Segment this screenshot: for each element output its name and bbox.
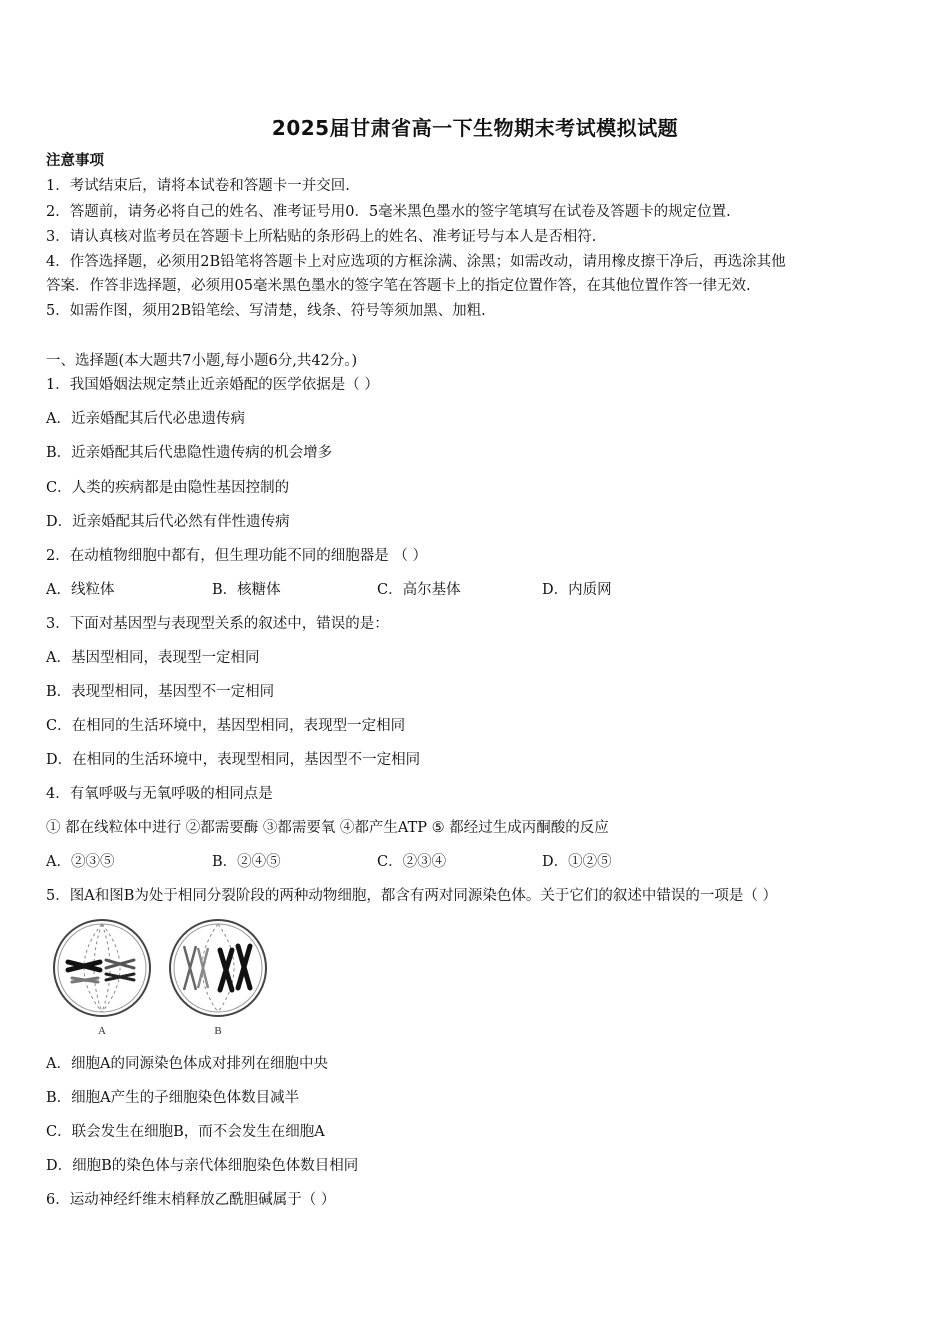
q3-option-b: B．表现型相同，基因型不一定相同 <box>46 684 275 700</box>
cell-division-figure <box>46 916 274 1038</box>
q4-option-d: D．①②⑤ <box>542 854 612 870</box>
notice-item-4: 4．作答选择题，必须用2B铅笔将答题卡上对应选项的方框涂满、涂黑；如需改动，请用橡皮擦干净后，再选涂其他 <box>46 254 786 270</box>
q6-stem: 6．运动神经纤维末梢释放乙酰胆碱属于（ ） <box>46 1192 336 1208</box>
q5-stem: 5．图A和图B为处于相同分裂阶段的两种动物细胞，都含有两对同源染色体。关于它们的叙述中错误的一项是（ ） <box>46 888 777 904</box>
page-title: 2025届甘肃省高一下生物期末考试模拟试题 <box>271 116 679 140</box>
q3-option-c: C．在相同的生活环境中，基因型相同，表现型一定相同 <box>46 718 406 734</box>
q3-stem: 3．下面对基因型与表现型关系的叙述中，错误的是： <box>46 616 389 632</box>
q4-option-b: B．②④⑤ <box>212 854 281 870</box>
q4-statements: ① 都在线粒体中进行 ②都需要酶 ③都需要氧 ④都产生ATP ⑤ 都经过生成丙酮酸的反应 <box>46 820 609 836</box>
q5-option-c: C．联会发生在细胞B，而不会发生在细胞A <box>46 1124 325 1140</box>
q5-option-d: D．细胞B的染色体与亲代体细胞染色体数目相同 <box>46 1158 359 1174</box>
q4-option-c: C．②③④ <box>377 854 447 870</box>
notice-item-5: 5．如需作图，须用2B铅笔绘、写清楚，线条、符号等须加黑、加粗. <box>46 303 486 319</box>
figure-label-a: A <box>98 1025 106 1037</box>
q1-option-a: A．近亲婚配其后代必患遗传病 <box>46 411 245 427</box>
q2-option-c: C．高尔基体 <box>377 582 461 598</box>
q4-stem: 4．有氧呼吸与无氧呼吸的相同点是 <box>46 786 273 802</box>
q5-option-a: A．细胞A的同源染色体成对排列在细胞中央 <box>46 1056 328 1072</box>
q1-stem: 1．我国婚姻法规定禁止近亲婚配的医学依据是（ ） <box>46 377 379 393</box>
q1-option-b: B．近亲婚配其后代患隐性遗传病的机会增多 <box>46 445 333 461</box>
notice-heading: 注意事项 <box>46 152 104 169</box>
q1-option-c: C．人类的疾病都是由隐性基因控制的 <box>46 480 290 496</box>
q1-option-d: D．近亲婚配其后代必然有伴性遗传病 <box>46 514 290 530</box>
q2-option-b: B．核糖体 <box>212 582 281 598</box>
figure-label-b: B <box>214 1025 222 1037</box>
notice-item-1: 1．考试结束后，请将本试卷和答题卡一并交回. <box>46 178 350 194</box>
q5-option-b: B．细胞A产生的子细胞染色体数目减半 <box>46 1090 300 1106</box>
notice-item-3: 3．请认真核对监考员在答题卡上所粘贴的条形码上的姓名、准考证号与本人是否相符. <box>46 229 597 245</box>
q2-option-a: A．线粒体 <box>46 582 115 598</box>
q3-option-d: D．在相同的生活环境中，表现型相同，基因型不一定相同 <box>46 752 421 768</box>
section-heading: 一、选择题(本大题共7小题,每小题6分,共42分。) <box>46 353 358 369</box>
q4-option-a: A．②③⑤ <box>46 854 115 870</box>
cell-b <box>170 920 266 1016</box>
notice-item-2: 2．答题前，请务必将自己的姓名、准考证号用0．5毫米黑色墨水的签字笔填写在试卷及答题卡的规定位置. <box>46 204 731 220</box>
cell-a <box>54 920 150 1016</box>
q2-stem: 2．在动植物细胞中都有，但生理功能不同的细胞器是 （ ） <box>46 548 427 564</box>
cell-diagram-svg <box>46 916 274 1038</box>
q3-option-a: A．基因型相同，表现型一定相同 <box>46 650 260 666</box>
q2-option-d: D．内质网 <box>542 582 612 598</box>
notice-item-4-cont: 答案．作答非选择题，必须用05毫米黑色墨水的签字笔在答题卡上的指定位置作答，在其他位置作答一律无效. <box>46 278 751 294</box>
